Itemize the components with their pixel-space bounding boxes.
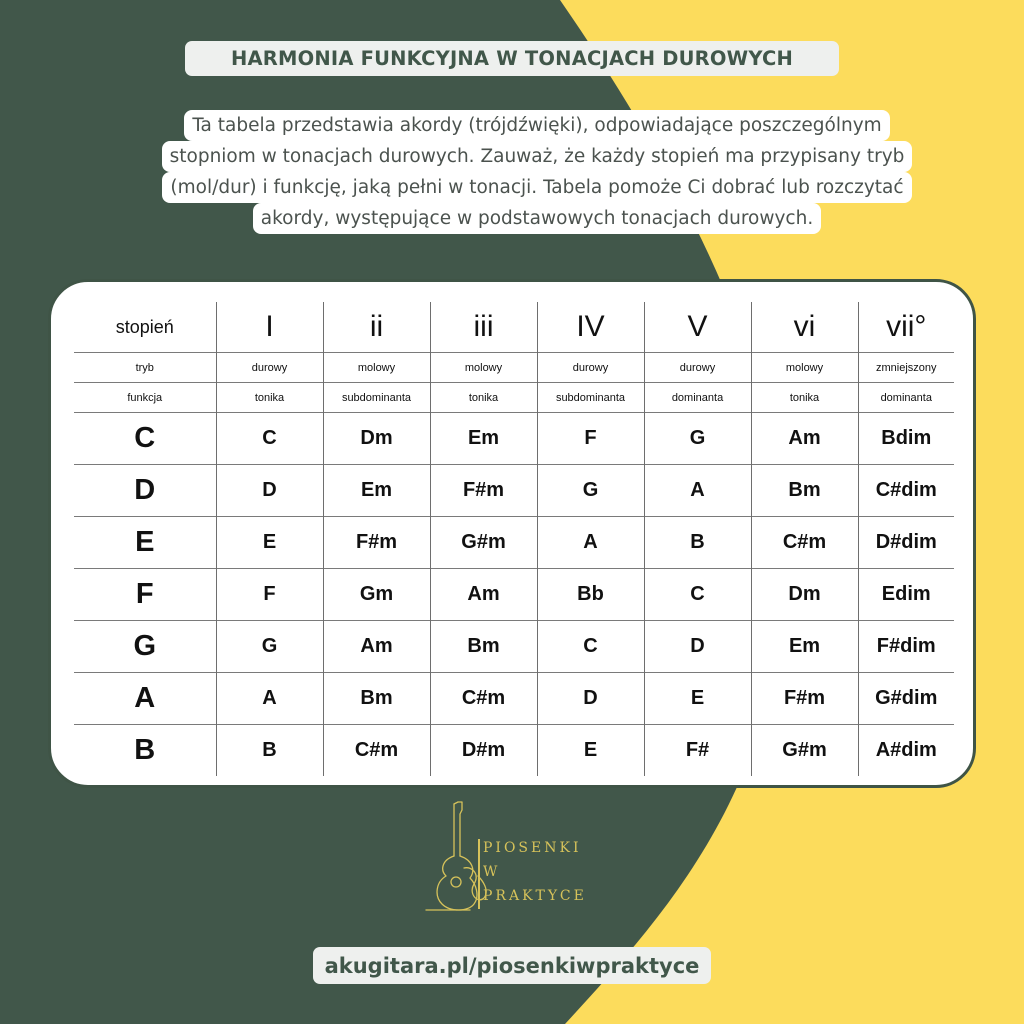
- chord-cell: F: [537, 413, 644, 465]
- chord-cell: F#m: [751, 673, 858, 725]
- function-cell: tonika: [430, 383, 537, 413]
- chord-cell: G#dim: [858, 673, 954, 725]
- key-row-g: [74, 621, 954, 673]
- key-row-f: [74, 569, 954, 621]
- mode-cell: durowy: [537, 353, 644, 383]
- key-row-a: [74, 673, 954, 725]
- chord-cell: B: [644, 517, 751, 569]
- function-cell: tonika: [751, 383, 858, 413]
- chord-cell: C#m: [430, 673, 537, 725]
- chord-cell: Bm: [751, 465, 858, 517]
- chord-cell: Em: [751, 621, 858, 673]
- chord-cell: C: [216, 413, 323, 465]
- chord-cell: F#: [644, 725, 751, 777]
- function-label: funkcja: [74, 383, 216, 413]
- chord-cell: F#m: [323, 517, 430, 569]
- chord-cell: C: [644, 569, 751, 621]
- logo-line: PRAKTYCE: [483, 888, 587, 904]
- key-row-d: [74, 465, 954, 517]
- chord-cell: C#dim: [858, 465, 954, 517]
- function-cell: subdominanta: [323, 383, 430, 413]
- chord-cell: A: [537, 517, 644, 569]
- key-cell: E: [74, 517, 216, 569]
- key-cell: F: [74, 569, 216, 621]
- degree-cell: IV: [537, 302, 644, 353]
- chord-cell: D#m: [430, 725, 537, 777]
- chord-cell: Em: [323, 465, 430, 517]
- description-line: stopniom w tonacjach durowych. Zauważ, że każdy stopień ma przypisany tryb: [162, 141, 913, 172]
- logo-line: W: [483, 864, 501, 880]
- chord-cell: D: [537, 673, 644, 725]
- chord-cell: C#m: [751, 517, 858, 569]
- chord-cell: Gm: [323, 569, 430, 621]
- chord-cell: F#dim: [858, 621, 954, 673]
- mode-label: tryb: [74, 353, 216, 383]
- function-cell: tonika: [216, 383, 323, 413]
- key-cell: A: [74, 673, 216, 725]
- chord-cell: C: [537, 621, 644, 673]
- url-banner[interactable]: [313, 947, 711, 984]
- page-title: HARMONIA FUNKCYJNA W TONACJACH DUROWYCH: [230, 47, 794, 70]
- chord-cell: G: [537, 465, 644, 517]
- chord-cell: D#dim: [858, 517, 954, 569]
- header-label: stopień: [115, 316, 174, 337]
- chord-cell: F: [216, 569, 323, 621]
- mode-cell: durowy: [216, 353, 323, 383]
- chord-cell: A#dim: [858, 725, 954, 777]
- chord-cell: E: [537, 725, 644, 777]
- chord-cell: G#m: [751, 725, 858, 777]
- header-row: [74, 302, 954, 353]
- chord-cell: D: [644, 621, 751, 673]
- degree-cell: vii°: [858, 302, 954, 353]
- degree-cell: I: [216, 302, 323, 353]
- logo-divider: [478, 839, 480, 909]
- chord-cell: Dm: [323, 413, 430, 465]
- mode-cell: molowy: [430, 353, 537, 383]
- key-cell: B: [74, 725, 216, 777]
- chord-cell: Bdim: [858, 413, 954, 465]
- chord-cell: D: [216, 465, 323, 517]
- chord-cell: Am: [430, 569, 537, 621]
- mode-cell: molowy: [751, 353, 858, 383]
- logo-text: [483, 836, 587, 908]
- degree-cell: iii: [430, 302, 537, 353]
- mode-cell: durowy: [644, 353, 751, 383]
- chord-cell: E: [216, 517, 323, 569]
- description-line: Ta tabela przedstawia akordy (trójdźwięki), odpowiadające poszczególnym: [184, 110, 889, 141]
- website-link[interactable]: akugitara.pl/piosenkiwpraktyce: [324, 953, 700, 978]
- chord-cell: G: [644, 413, 751, 465]
- chord-cell: E: [644, 673, 751, 725]
- chord-cell: G: [216, 621, 323, 673]
- degree-cell: vi: [751, 302, 858, 353]
- description-line: akordy, występujące w podstawowych tonacjach durowych.: [253, 203, 821, 234]
- chord-cell: B: [216, 725, 323, 777]
- title-banner: [185, 41, 839, 76]
- degree-cell: V: [644, 302, 751, 353]
- chord-cell: A: [216, 673, 323, 725]
- key-row-c: [74, 413, 954, 465]
- chord-cell: G#m: [430, 517, 537, 569]
- chord-cell: C#m: [323, 725, 430, 777]
- degree-cell: ii: [323, 302, 430, 353]
- chord-cell: Edim: [858, 569, 954, 621]
- mode-row: [74, 353, 954, 383]
- chord-cell: Em: [430, 413, 537, 465]
- chord-cell: F#m: [430, 465, 537, 517]
- chord-cell: Bm: [430, 621, 537, 673]
- function-row: [74, 383, 954, 413]
- mode-cell: molowy: [323, 353, 430, 383]
- chord-cell: Dm: [751, 569, 858, 621]
- description: [82, 110, 992, 234]
- chord-cell: A: [644, 465, 751, 517]
- function-cell: subdominanta: [537, 383, 644, 413]
- function-cell: dominanta: [644, 383, 751, 413]
- key-row-e: [74, 517, 954, 569]
- chord-table: [74, 302, 954, 776]
- key-row-b: [74, 725, 954, 777]
- chord-cell: Bm: [323, 673, 430, 725]
- chord-table-card: [48, 279, 976, 788]
- description-line: (mol/dur) i funkcję, jaką pełni w tonacji. Tabela pomoże Ci dobrać lub rozczytać: [162, 172, 911, 203]
- logo-line: PIOSENKI: [483, 840, 582, 856]
- key-cell: G: [74, 621, 216, 673]
- key-cell: D: [74, 465, 216, 517]
- mode-cell: zmniejszony: [858, 353, 954, 383]
- chord-cell: Bb: [537, 569, 644, 621]
- chord-cell: Am: [751, 413, 858, 465]
- function-cell: dominanta: [858, 383, 954, 413]
- chord-cell: Am: [323, 621, 430, 673]
- key-cell: C: [74, 413, 216, 465]
